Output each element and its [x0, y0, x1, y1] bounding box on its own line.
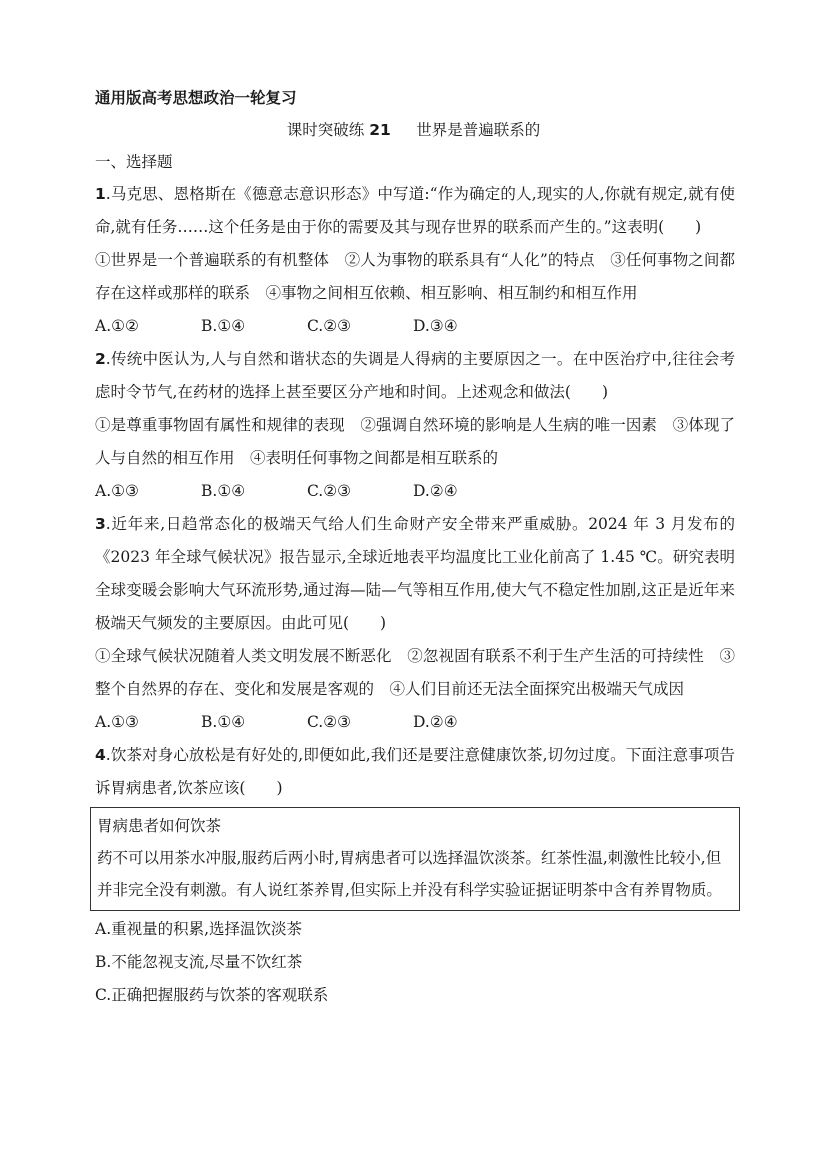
title-number: 21 — [369, 121, 391, 139]
option-a: A.①② — [95, 317, 139, 335]
question-1 — [95, 178, 735, 343]
option-c: C.②③ — [307, 482, 352, 500]
option-a: A.①③ — [95, 713, 139, 731]
section-heading: 一、选择题 — [95, 153, 173, 171]
option-c: C.②③ — [307, 713, 352, 731]
option-a: A.①③ — [95, 482, 139, 500]
questions — [95, 178, 735, 1012]
question-options — [95, 475, 735, 508]
document-header: 通用版高考思想政治一轮复习 — [95, 88, 297, 107]
material-text: 药不可以用茶水冲服,服药后两小时,胃病患者可以选择温饮淡茶。红茶性温,刺激性比较小,但并非完全没有刺激。有人说红茶养胃,但实际上并没有科学实验证据证明茶中含有养胃物质。 — [97, 849, 722, 899]
option-b: B.①④ — [201, 482, 246, 500]
question-stem: 2.传统中医认为,人与自然和谐状态的失调是人得病的主要原因之一。在中医治疗中,往往会考虑时令节气,在药材的选择上甚至要区分产地和时间。上述观念和做法( ) — [95, 350, 735, 401]
option-b: B.①④ — [201, 317, 246, 335]
option-d: D.②④ — [413, 482, 458, 500]
page-title — [0, 118, 827, 140]
material-box — [90, 807, 740, 911]
question-statements: ①世界是一个普遍联系的有机整体 ②人为事物的联系具有“人化”的特点 ③任何事物之间都存在这样或那样的联系 ④事物之间相互依赖、相互影响、相互制约和相互作用 — [95, 251, 735, 302]
title-topic: 世界是普遍联系的 — [416, 121, 541, 139]
option-c: C.②③ — [307, 317, 352, 335]
material-title: 胃病患者如何饮茶 — [97, 817, 222, 835]
option-d: D.②④ — [413, 713, 458, 731]
question-statements: ①是尊重事物固有属性和规律的表现 ②强调自然环境的影响是人生病的唯一因素 ③体现了人与自然的相互作用 ④表明任何事物之间都是相互联系的 — [95, 416, 735, 467]
question-4 — [95, 739, 735, 1012]
question-options — [95, 706, 735, 739]
question-2 — [95, 343, 735, 508]
option-b: B.不能忽视支流,尽量不饮红茶 — [95, 953, 303, 971]
option-a: A.重视量的积累,选择温饮淡茶 — [95, 920, 303, 938]
option-c: C.正确把握服药与饮茶的客观联系 — [95, 986, 329, 1004]
question-3 — [95, 508, 735, 739]
option-d: D.③④ — [413, 317, 458, 335]
question-stem: 3.近年来,日趋常态化的极端天气给人们生命财产安全带来严重威胁。2024 年 3 月发布的《2023 年全球气候状况》报告显示,全球近地表平均温度比工业化前高了 1.45 ℃。研究表明全球变暖会影响大气环流形势,通过海—陆—气等相互作用,使大气不稳定性加剧,这正是近年来极端天气频发的主要原因。由此可见( ) — [95, 515, 735, 632]
option-b: B.①④ — [201, 713, 246, 731]
question-stem: 4.饮茶对身心放松是有好处的,即便如此,我们还是要注意健康饮茶,切勿过度。下面注意事项告诉胃病患者,饮茶应该( ) — [95, 746, 735, 797]
title-prefix: 课时突破练 — [286, 121, 365, 139]
question-statements: ①全球气候状况随着人类文明发展不断恶化 ②忽视固有联系不利于生产生活的可持续性 ③整个自然界的存在、变化和发展是客观的 ④人们目前还无法全面探究出极端天气成因 — [95, 647, 735, 698]
question-options — [95, 310, 735, 343]
question-stem: 1.马克思、恩格斯在《德意志意识形态》中写道:“作为确定的人,现实的人,你就有规定,就有使命,就有任务……这个任务是由于你的需要及其与现存世界的联系而产生的。”这表明( ) — [95, 185, 735, 236]
